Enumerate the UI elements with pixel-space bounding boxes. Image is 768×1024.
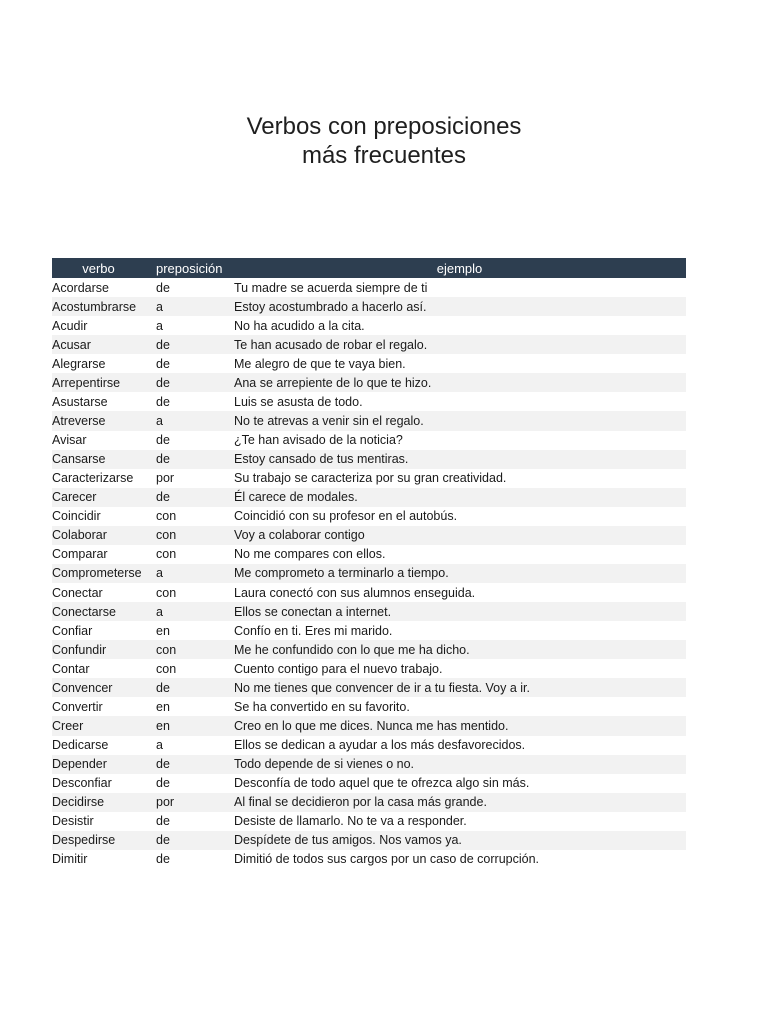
ejemplo-cell: Ana se arrepiente de lo que te hizo. (233, 373, 686, 392)
verbo-cell: Confundir (52, 640, 145, 659)
ejemplo-cell: Creo en lo que me dices. Nunca me has mentido. (233, 716, 686, 735)
preposicion-cell: con (145, 640, 233, 659)
ejemplo-cell: Estoy acostumbrado a hacerlo así. (233, 297, 686, 316)
preposicion-cell: de (156, 814, 170, 829)
preposicion-cell: de (145, 678, 233, 697)
verbo-cell: Atreverse (52, 411, 145, 430)
verbo-cell: Depender (52, 755, 145, 774)
verbo-cell: Dimitir (52, 852, 88, 867)
header-verbo: verbo (52, 258, 145, 278)
preposicion-cell: a (156, 318, 163, 333)
ejemplo-cell: Cuento contigo para el nuevo trabajo. (234, 661, 443, 676)
ejemplo-cell: No me tienes que convencer de ir a tu fiesta. Voy a ir. (233, 678, 686, 697)
ejemplo-cell: Su trabajo se caracteriza por su gran creatividad. (234, 471, 507, 486)
ejemplo-cell: Desiste de llamarlo. No te va a responder. (234, 814, 467, 829)
verbo-cell: Desconfiar (52, 776, 112, 791)
verbo-cell: Conectar (52, 585, 103, 600)
preposicion-cell: por (145, 793, 233, 812)
table-row (52, 583, 686, 602)
preposicion-cell: de (156, 433, 170, 448)
page-title-line-2: más frecuentes (301, 142, 467, 169)
preposicion-cell: a (156, 738, 163, 753)
table-row (52, 716, 686, 735)
table-row (52, 316, 686, 335)
ejemplo-cell: Despídete de tus amigos. Nos vamos ya. (233, 831, 686, 850)
preposicion-cell: con (156, 585, 177, 600)
ejemplo-cell: ¿Te han avisado de la noticia? (234, 433, 403, 448)
ejemplo-cell: Dimitió de todos sus cargos por un caso de corrupción. (234, 852, 540, 867)
preposicion-cell: a (145, 297, 233, 316)
table-row (52, 831, 686, 850)
table-row (52, 736, 686, 755)
ejemplo-cell: Ellos se conectan a internet. (233, 602, 686, 621)
table-header-row (52, 258, 686, 278)
table-row (52, 640, 686, 659)
verbo-cell: Arrepentirse (52, 373, 145, 392)
ejemplo-cell: Confío en ti. Eres mi marido. (234, 623, 393, 638)
ejemplo-cell: Todo depende de si vienes o no. (233, 755, 686, 774)
preposicion-cell: en (156, 623, 170, 638)
preposicion-cell: con (156, 509, 177, 524)
verbo-cell: Cansarse (52, 450, 145, 469)
verbo-cell: Caracterizarse (52, 471, 134, 486)
table-row (52, 545, 686, 564)
preposicion-cell: con (156, 547, 177, 562)
verbo-cell: Comprometerse (52, 564, 145, 583)
ejemplo-cell: Al final se decidieron por la casa más grande. (233, 793, 686, 812)
verbo-cell: Alegrarse (52, 356, 106, 371)
header-preposicion: preposición (145, 258, 233, 278)
verbo-cell: Carecer (52, 488, 145, 507)
preposicion-cell: con (145, 526, 233, 545)
verbo-cell: Creer (52, 716, 145, 735)
ejemplo-cell: Me alegro de que te vaya bien. (234, 356, 406, 371)
verbo-cell: Acusar (52, 335, 145, 354)
ejemplo-cell: Luis se asusta de todo. (234, 394, 363, 409)
ejemplo-cell: Tu madre se acuerda siempre de ti (234, 280, 428, 295)
table-row (52, 755, 686, 774)
table-row (52, 335, 686, 354)
preposicion-cell: de (156, 356, 170, 371)
table-row (52, 411, 686, 430)
preposicion-cell: en (156, 699, 170, 714)
verbo-cell: Dedicarse (52, 738, 109, 753)
preposicion-cell: de (145, 450, 233, 469)
table-row (52, 278, 686, 297)
ejemplo-cell: Ellos se dedican a ayudar a los más desfavorecidos. (234, 738, 526, 753)
preposicion-cell: de (156, 776, 170, 791)
preposicion-cell: por (156, 471, 175, 486)
preposicion-cell: a (145, 564, 233, 583)
table-row (52, 774, 686, 793)
table-row (52, 354, 686, 373)
table-row (52, 564, 686, 583)
verbo-cell: Conectarse (52, 602, 145, 621)
table-row (52, 602, 686, 621)
preposicion-cell: de (145, 335, 233, 354)
table-row (52, 621, 686, 640)
ejemplo-cell: Se ha convertido en su favorito. (234, 699, 410, 714)
ejemplo-cell: Él carece de modales. (233, 488, 686, 507)
preposicion-cell: de (156, 394, 170, 409)
preposicion-cell: a (145, 411, 233, 430)
page-title-line-1: Verbos con preposiciones (246, 113, 522, 140)
ejemplo-cell: Desconfía de todo aquel que te ofrezca algo sin más. (234, 776, 530, 791)
verbo-cell: Comparar (52, 547, 108, 562)
ejemplo-cell: Laura conectó con sus alumnos enseguida. (234, 585, 476, 600)
verbo-cell: Colaborar (52, 526, 145, 545)
preposicion-cell: de (145, 373, 233, 392)
table-row (52, 450, 686, 469)
verbo-cell: Acordarse (52, 280, 109, 295)
table-row (52, 678, 686, 697)
table-row (52, 507, 686, 526)
preposicion-cell: de (145, 755, 233, 774)
table-row (52, 659, 686, 678)
preposicion-cell: de (145, 488, 233, 507)
preposicion-cell: de (145, 831, 233, 850)
table-header (52, 258, 686, 278)
ejemplo-cell: Coincidió con su profesor en el autobús. (234, 509, 458, 524)
preposicion-cell: a (145, 602, 233, 621)
table-row (52, 488, 686, 507)
ejemplo-cell: No ha acudido a la cita. (234, 318, 365, 333)
ejemplo-cell: Estoy cansado de tus mentiras. (233, 450, 686, 469)
preposicion-cell: con (156, 661, 177, 676)
table-row (52, 392, 686, 411)
verbo-cell: Asustarse (52, 394, 108, 409)
table-row (52, 526, 686, 545)
ejemplo-cell: Me comprometo a terminarlo a tiempo. (233, 564, 686, 583)
header-ejemplo: ejemplo (233, 258, 686, 278)
verbo-cell: Confiar (52, 623, 93, 638)
ejemplo-cell: No me compares con ellos. (234, 547, 386, 562)
verbo-cell: Coincidir (52, 509, 101, 524)
verbo-cell: Acostumbrarse (52, 297, 145, 316)
verbo-cell: Contar (52, 661, 90, 676)
verbo-cell: Desistir (52, 814, 94, 829)
preposicion-cell: de (156, 852, 170, 867)
verbo-cell: Convertir (52, 699, 103, 714)
table-row (52, 850, 686, 869)
table-row (52, 373, 686, 392)
verbo-cell: Decidirse (52, 793, 145, 812)
table-row (52, 697, 686, 716)
preposicion-cell: en (145, 716, 233, 735)
table-body (52, 278, 686, 869)
page-title (0, 112, 768, 170)
ejemplo-cell: Voy a colaborar contigo (233, 526, 686, 545)
verbo-cell: Convencer (52, 678, 145, 697)
table-row (52, 812, 686, 831)
verbo-cell: Despedirse (52, 831, 145, 850)
verbo-cell: Acudir (52, 318, 88, 333)
preposicion-cell: de (156, 280, 170, 295)
table-row (52, 793, 686, 812)
table-row (52, 297, 686, 316)
table-row (52, 431, 686, 450)
ejemplo-cell: No te atrevas a venir sin el regalo. (233, 411, 686, 430)
ejemplo-cell: Me he confundido con lo que me ha dicho. (233, 640, 686, 659)
verbs-table (52, 258, 686, 869)
ejemplo-cell: Te han acusado de robar el regalo. (233, 335, 686, 354)
table-row (52, 469, 686, 488)
verbo-cell: Avisar (52, 433, 87, 448)
